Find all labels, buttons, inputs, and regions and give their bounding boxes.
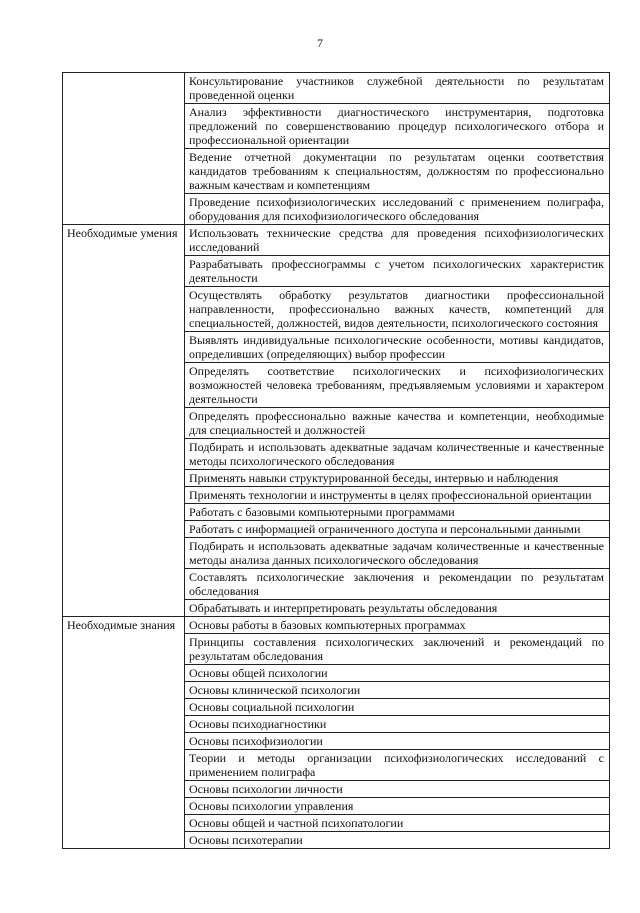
table-cell-item: Использовать технические средства для проведения психофизиологических исследований — [185, 225, 610, 256]
table-row — [63, 617, 610, 634]
table-cell-item: Ведение отчетной документации по результатам оценки соответствия кандидатов требованиям к специальностям, должностям по профессионально важным качествам и компетенциям — [185, 149, 610, 194]
table-cell-item: Основы работы в базовых компьютерных программах — [185, 617, 610, 634]
table-cell-item: Основы психологии личности — [185, 781, 610, 798]
table-cell-item: Основы психофизиологии — [185, 733, 610, 750]
section-label: Необходимые знания — [63, 617, 185, 849]
table-cell-item: Подбирать и использовать адекватные задачам количественные и качественные методы анализа данных психологического обследования — [185, 538, 610, 569]
table-cell-item: Анализ эффективности диагностического инструментария, подготовка предложений по совершенствованию процедур психологического отбора и профессиональной ориентации — [185, 104, 610, 149]
table-cell-item: Составлять психологические заключения и рекомендации по результатам обследования — [185, 569, 610, 600]
table-cell-item: Консультирование участников служебной деятельности по результатам проведенной оценки — [185, 73, 610, 104]
table-cell-item: Разрабатывать профессиограммы с учетом психологических характеристик деятельности — [185, 256, 610, 287]
table-cell-item: Выявлять индивидуальные психологические особенности, мотивы кандидатов, определивших (определяющих) выбор профессии — [185, 332, 610, 363]
table-cell-item: Основы общей и частной психопатологии — [185, 815, 610, 832]
page-number: 7 — [317, 36, 323, 50]
table-cell-item: Принципы составления психологических заключений и рекомендаций по результатам обследования — [185, 634, 610, 665]
table-cell-item: Работать с базовыми компьютерными программами — [185, 504, 610, 521]
table-cell-item: Осуществлять обработку результатов диагностики профессиональной направленности, профессионально важных качеств, компетенций для специальностей, должностей, видов деятельности, психологического состояния — [185, 287, 610, 332]
table-cell-item: Теории и методы организации психофизиологических исследований с применением полиграфа — [185, 750, 610, 781]
table-cell-item: Работать с информацией ограниченного доступа и персональными данными — [185, 521, 610, 538]
table-cell-item: Основы клинической психологии — [185, 682, 610, 699]
table-cell-item: Подбирать и использовать адекватные задачам количественные и качественные методы психологического обследования — [185, 439, 610, 470]
table-row — [63, 225, 610, 256]
table-cell-item: Применять навыки структурированной беседы, интервью и наблюдения — [185, 470, 610, 487]
table-row — [63, 73, 610, 104]
table-cell-item: Применять технологии и инструменты в целях профессиональной ориентации — [185, 487, 610, 504]
table-cell-item: Определять соответствие психологических и психофизиологических возможностей человека требованиям, предъявляемым условиями и характером деятельности — [185, 363, 610, 408]
table-cell-item: Определять профессионально важные качества и компетенции, необходимые для специальностей и должностей — [185, 408, 610, 439]
competency-table — [62, 72, 610, 849]
table-cell-item: Основы психологии управления — [185, 798, 610, 815]
table-cell-item: Основы социальной психологии — [185, 699, 610, 716]
table-cell-item: Основы психодиагностики — [185, 716, 610, 733]
table-cell-item: Основы психотерапии — [185, 832, 610, 849]
table-cell-item: Обрабатывать и интерпретировать результаты обследования — [185, 600, 610, 617]
table-cell-item: Проведение психофизиологических исследований с применением полиграфа, оборудования для психофизиологического обследования — [185, 194, 610, 225]
section-label: Необходимые умения — [63, 225, 185, 617]
table-cell-item: Основы общей психологии — [185, 665, 610, 682]
competency-table-body — [63, 73, 610, 849]
section-label — [63, 73, 185, 225]
